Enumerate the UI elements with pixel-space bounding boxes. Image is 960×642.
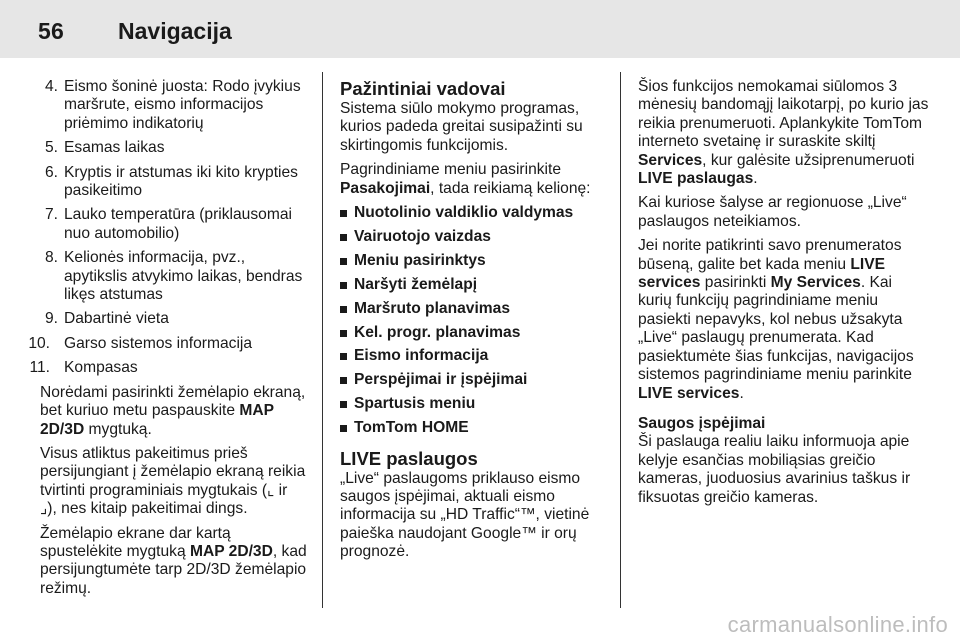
list-item: 6. Kryptis ir atstumas iki kito krypties pasikeitimo [44,163,298,200]
column-divider [620,72,621,608]
list-item: 7. Lauko temperatūra (priklausomai nuo automobilio) [44,206,292,242]
bullet-list [340,204,616,438]
list-item: 4. Eismo šoninė juosta: Rodo įvykius maršrute, eismo informacijos priėmimo indikatorių [44,78,301,132]
heading-guides: Pažintiniai vadovai [340,78,506,99]
column-divider [322,72,323,608]
list-item: 5. Esamas laikas [44,139,165,157]
paragraph: Norėdami pasirinkti žemėlapio ekraną, bet kuriuo metu paspauskite MAP 2D/3D mygtuką. [40,383,306,438]
list-item: Spartusis meniu [340,395,616,413]
paragraph: Kai kuriose šalyse ar regionuose „Live“ paslaugos neteikiamos. [638,194,907,230]
paragraph: Sistema siūlo mokymo programas, kurios padeda greitai susipažinti su skirtingomis funkcijomis. [340,100,583,154]
paragraph: Šios funkcijos nemokamai siūlomos 3 mėnesių bandomąjį laikotarpį, po kurio jas reikia prenumeruoti. Aplankykite TomTom interneto svetainę ir suraskite skiltį Services, kur galėsite užsiprenumeruoti LIVE paslaugas. [638,78,929,188]
list-item: TomTom HOME [340,419,616,437]
list-item: Naršyti žemėlapį [340,276,616,294]
list-item: Nuotolinio valdiklio valdymas [340,204,616,222]
list-item: Kel. progr. planavimas [340,324,616,342]
list-item: Maršruto planavimas [340,300,616,318]
list-item: Eismo informacija [340,347,616,365]
list-item: 9. Dabartinė vieta [44,310,169,328]
heading-safety-alerts: Saugos įspėjimai [638,414,766,432]
section-title: Navigacija [118,18,232,44]
paragraph: Ši paslauga realiu laiku informuoja apie kelyje esančias mobiliąsias greičio kameras, juoduosius avarinius taškus ir fiksuotas greičio kameras. [638,433,911,506]
list-item: Vairuotojo vaizdas [340,228,616,246]
paragraph: Pagrindiniame meniu pasirinkite Pasakojimai, tada reikiamą kelionę: [340,161,591,197]
list-item: Meniu pasirinktys [340,252,616,270]
list-item: 11. Kompasas [29,359,138,377]
heading-live-services: LIVE paslaugos [340,447,478,469]
column-right [638,78,930,513]
page-number: 56 [38,18,64,44]
list-item: Perspėjimai ir įspėjimai [340,371,616,389]
column-middle [340,78,616,568]
column-left [28,78,308,604]
watermark: carmanualsonline.info [727,612,948,637]
paragraph: „Live“ paslaugoms priklauso eismo saugos įspėjimai, aktuali eismo informacija su „HD Traffic“™, vietinė paieška naudojant Google™ ir orų prognozė. [340,469,590,561]
list-item: 8. Kelionės informacija, pvz., apytikslis atvykimo laikas, bendras likęs atstumas [44,249,303,304]
list-item: 10. Garso sistemos informacija [28,334,253,352]
paragraph: Visus atliktus pakeitimus prieš persijungiant į žemėlapio ekraną reikia tvirtinti programiniais mygtukais (⌞ ir ⌟), nes kitaip pakeitimai dings. [40,444,306,518]
numbered-list [28,78,308,378]
paragraph: Jei norite patikrinti savo prenumeratos būseną, galite bet kada meniu LIVE services pasirinkti My Services. Kai kurių funkcijų pagrindiniame meniu pasiekti nepavyks, kol nebus užsakyta „Live“ paslaugų prenumerata. Kad pasiektumėte šias funkcijas, navigacijos sistemos pagrindiniame meniu parinkite LIVE services. [638,237,914,402]
page-header [0,0,960,58]
paragraph: Žemėlapio ekrane dar kartą spustelėkite mygtuką MAP 2D/3D, kad persijungtumėte tarp 2D/3D žemėlapio režimų. [40,524,307,597]
